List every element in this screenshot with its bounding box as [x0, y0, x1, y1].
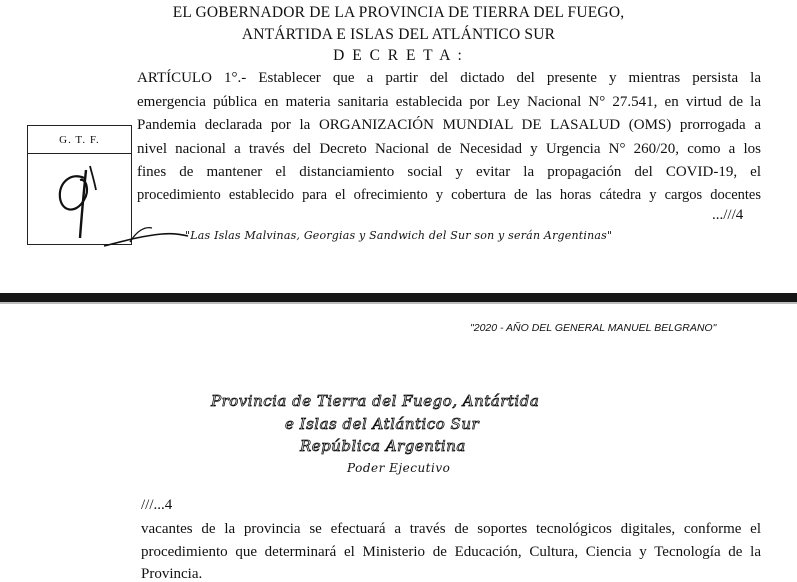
gtf-stamp-label: G. T. F.	[59, 134, 100, 146]
year-motto: "2020 - AÑO DEL GENERAL MANUEL BELGRANO"	[470, 322, 717, 334]
continuation-mark: ...///4	[712, 207, 744, 223]
malvinas-motto: "Las Islas Malvinas, Georgias y Sandwich del Sur son y serán Argentinas"	[185, 229, 613, 242]
signature-flourish-icon	[100, 212, 190, 252]
letterhead-islands-line: e Islas del Atlántico Sur	[285, 415, 480, 433]
letterhead-executive-line: Poder Ejecutivo	[347, 461, 451, 475]
article-line-3: Pandemia declarada por la ORGANIZACIÓN MUNDIAL DE LASALUD (OMS) prorrogada a	[137, 117, 761, 133]
decree-title-line1: EL GOBERNADOR DE LA PROVINCIA DE TIERRA DEL FUEGO,	[172, 4, 625, 21]
letterhead-country-line: República Argentina	[300, 437, 466, 455]
article-line-6: procedimiento establecido para el ofrecimiento y cobertura de las horas cátedra y cargos docentes	[137, 187, 761, 203]
letterhead-province-line: Provincia de Tierra del Fuego, Antártida	[211, 392, 540, 410]
decree-heading: D E C R E T A :	[333, 47, 464, 64]
article-line-4: nivel nacional a través del Decreto Nacional de Necesidad y Urgencia N° 260/20, como a los	[137, 141, 761, 157]
article-line-2: emergencia pública en materia sanitaria establecida por Ley Nacional N° 27.541, en virtud de la	[137, 94, 761, 110]
page-continuation-mark: ///...4	[141, 497, 173, 513]
body-line-3: Provincia.	[141, 566, 203, 582]
body-line-2: procedimiento que determinará el Ministerio de Educación, Cultura, Ciencia y Tecnología de la	[141, 544, 761, 560]
article-line-1: ARTÍCULO 1°.- Establecer que a partir del dictado del presente y mientras persista la	[137, 70, 761, 86]
decree-title-line2: ANTÁRTIDA E ISLAS DEL ATLÁNTICO SUR	[241, 26, 556, 43]
page-separator	[0, 293, 797, 302]
page-separator-shadow	[0, 302, 797, 304]
gtf-stamp-divider	[28, 153, 131, 154]
article-line-5: fines de mantener el distanciamiento social y evitar la propagación del COVID-19, el	[137, 164, 761, 180]
body-line-1: vacantes de la provincia se efectuará a través de soportes tecnológicos digitales, conforme el	[141, 521, 761, 537]
